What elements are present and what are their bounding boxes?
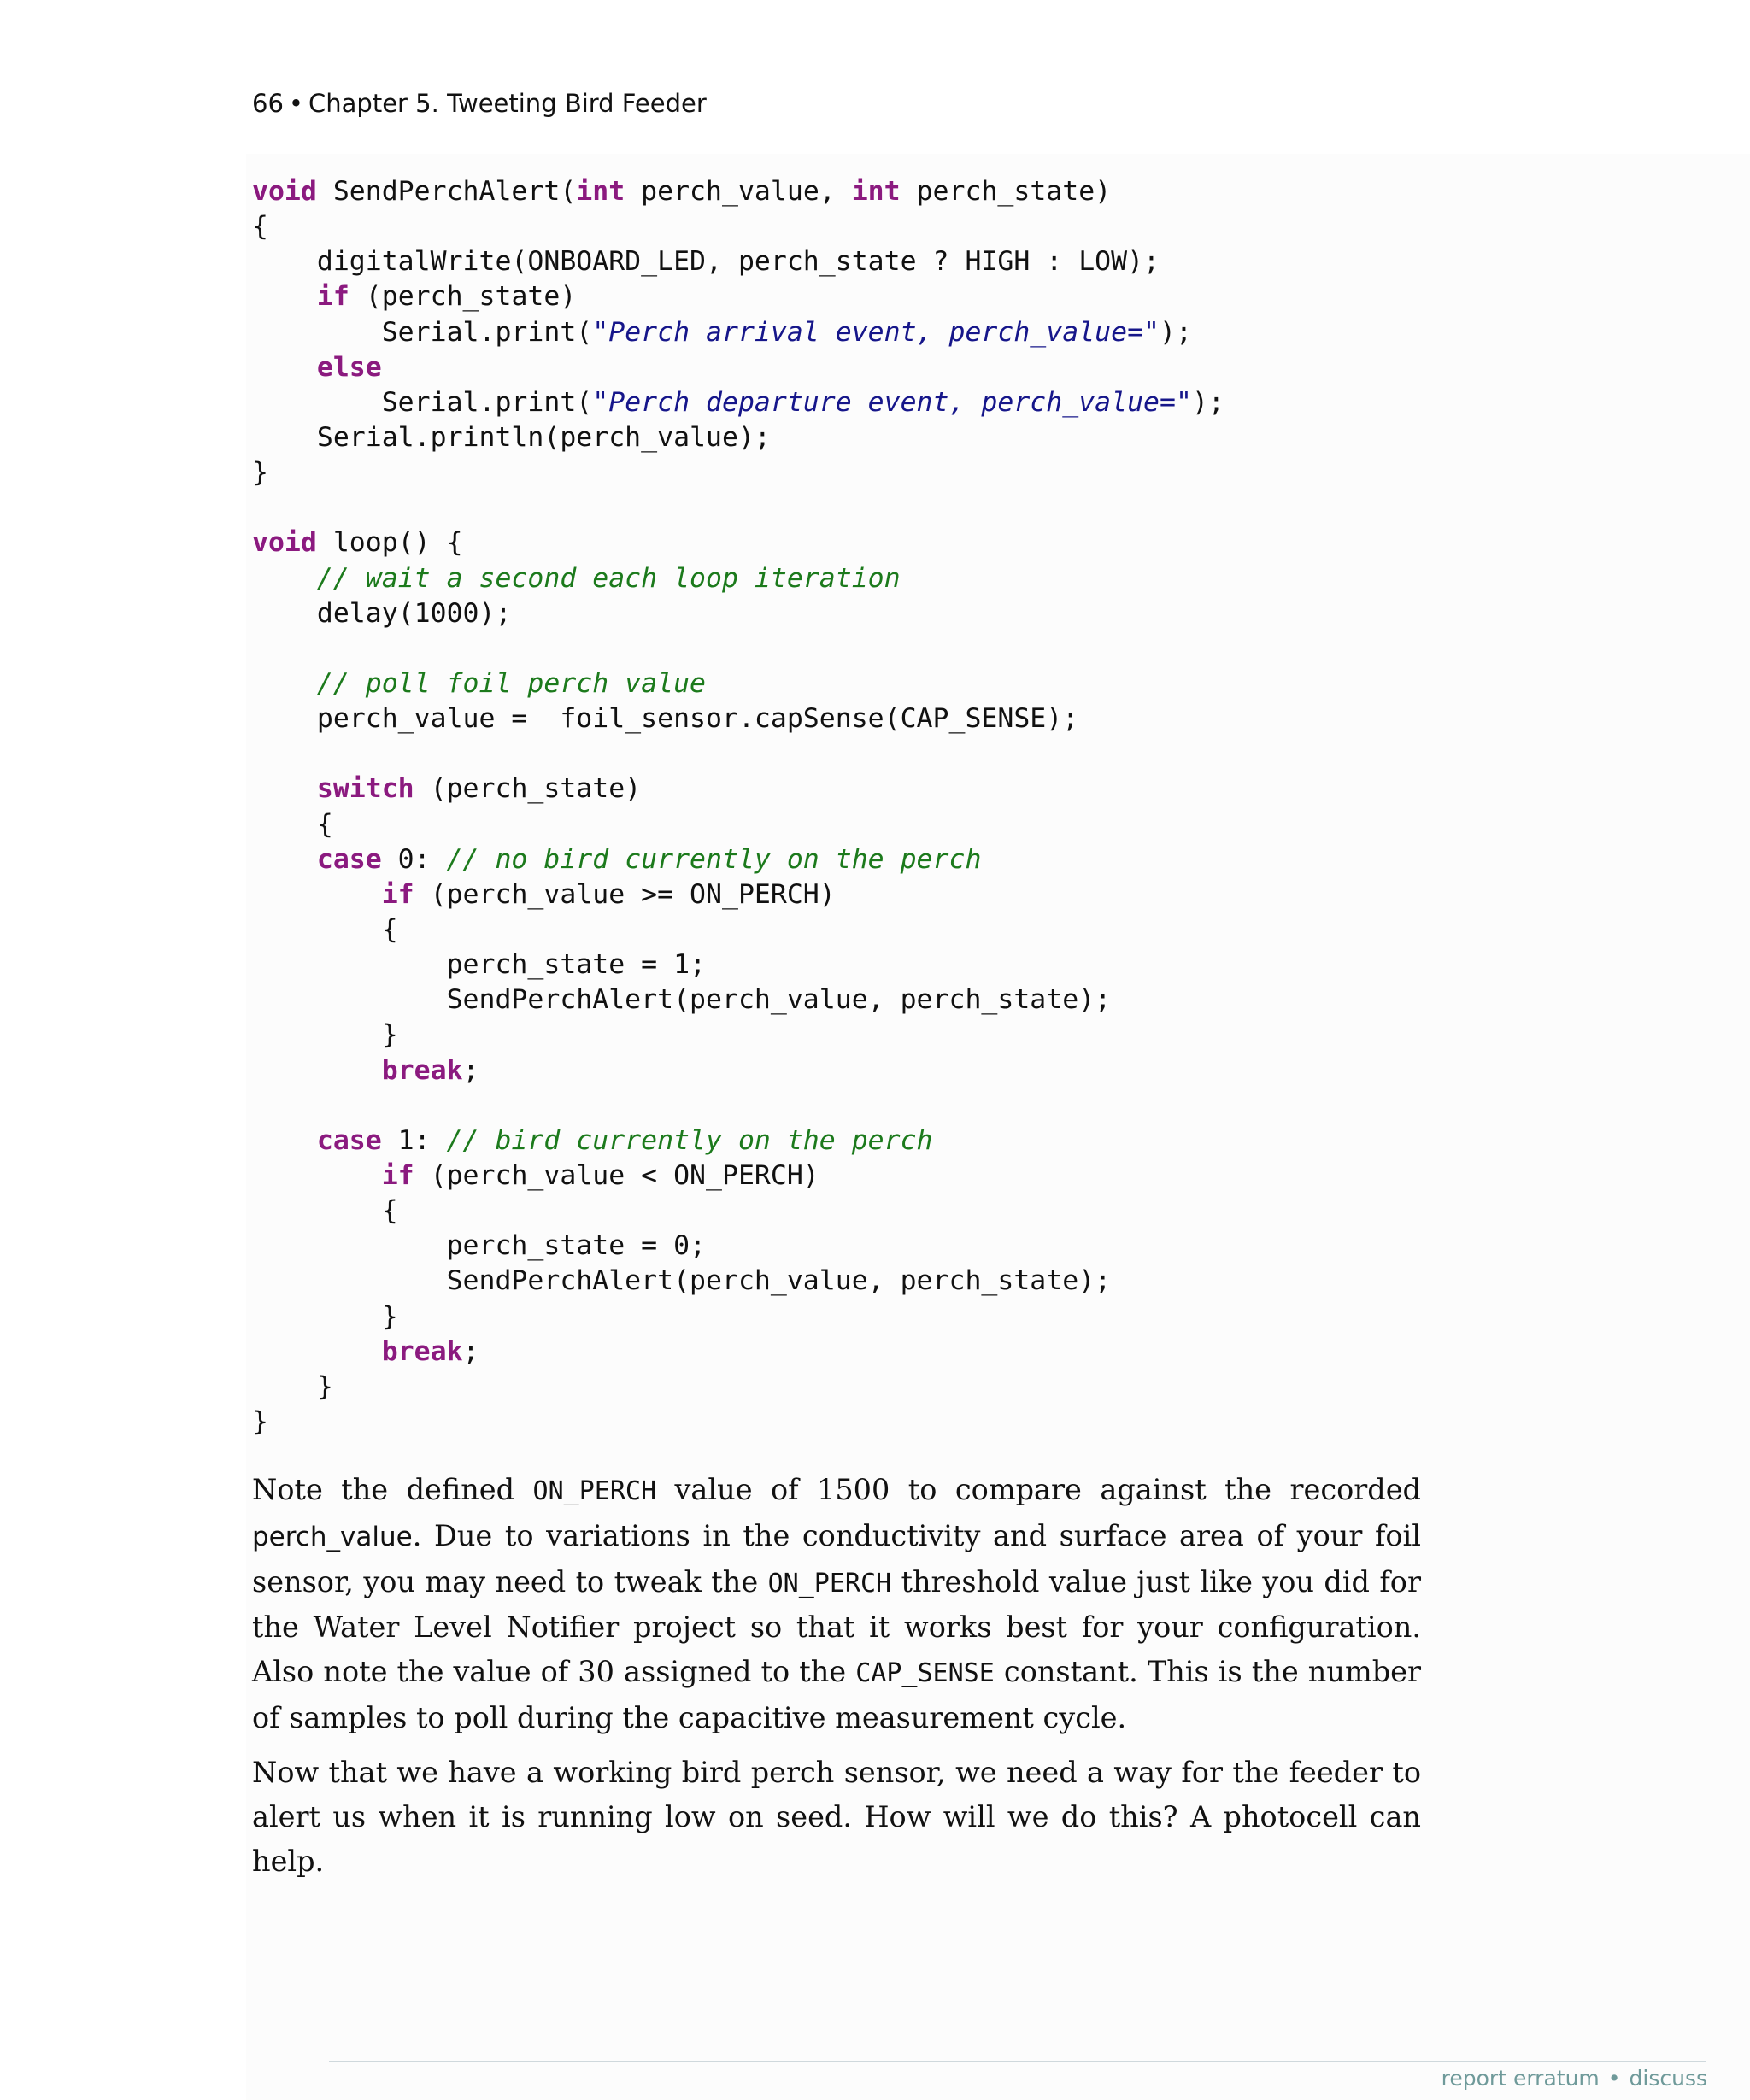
- code-line: [252, 736, 1224, 771]
- code-line: [252, 807, 1224, 842]
- code-keyword: case: [316, 1124, 382, 1156]
- code-keyword: int: [851, 176, 901, 207]
- code-text: [252, 773, 317, 804]
- code-text: [252, 879, 382, 910]
- paragraph-text: constant. This is the number of samples to poll during the capacitive measurement cycle.: [252, 1655, 1421, 1734]
- code-line: [252, 420, 1224, 455]
- code-text: digitalWrite(ONBOARD_LED, perch_state ? HIGH : LOW);: [252, 246, 1160, 278]
- code-text: [252, 668, 317, 699]
- paragraph-text: threshold value just like you did for the Water Level Notifier project so that it works best for your configuration. Also note the value of 30 assigned to the: [252, 1564, 1421, 1689]
- code-line: [252, 701, 1224, 736]
- code-keyword: if: [381, 1159, 414, 1191]
- code-line: [252, 490, 1224, 525]
- inline-code: CAP_SENSE: [855, 1658, 995, 1689]
- code-keyword: if: [316, 281, 349, 313]
- code-text: perch_value,: [625, 176, 852, 207]
- running-header: [252, 89, 707, 118]
- code-text: [252, 352, 317, 383]
- code-text: ;: [462, 1054, 479, 1086]
- code-text: loop() {: [316, 527, 463, 559]
- code-text: [252, 1125, 317, 1156]
- code-line: [252, 1088, 1224, 1123]
- code-keyword: int: [576, 176, 625, 207]
- code-text: }: [252, 1370, 333, 1402]
- code-text: (perch_value >= ON_PERCH): [414, 878, 836, 910]
- code-text: (perch_state): [414, 773, 642, 805]
- code-line: [252, 1194, 1224, 1229]
- code-text: {: [252, 913, 398, 945]
- code-text: {: [252, 1195, 398, 1227]
- code-text: 0:: [381, 843, 447, 875]
- inline-code: ON_PERCH: [532, 1476, 657, 1506]
- page-number: 66: [252, 89, 284, 118]
- header-bullet: •: [288, 89, 304, 118]
- code-line: [252, 1229, 1224, 1264]
- code-text: (perch_value < ON_PERCH): [414, 1159, 819, 1191]
- code-text: [252, 844, 317, 875]
- report-erratum-link[interactable]: report erratum: [1441, 2066, 1600, 2091]
- code-comment: // no bird currently on the perch: [446, 843, 982, 875]
- code-text: {: [252, 808, 333, 840]
- footer-rule: [329, 2061, 1706, 2062]
- code-keyword: void: [252, 176, 317, 207]
- chapter-title: Chapter 5. Tweeting Bird Feeder: [308, 89, 707, 118]
- code-keyword: switch: [316, 773, 414, 805]
- code-keyword: void: [252, 527, 317, 559]
- code-line: [252, 771, 1224, 807]
- code-line: [252, 1264, 1224, 1299]
- code-keyword: break: [381, 1054, 463, 1086]
- code-line: [252, 1370, 1224, 1405]
- code-keyword: if: [381, 878, 414, 910]
- code-line: [252, 315, 1224, 350]
- code-line: [252, 912, 1224, 947]
- code-line: [252, 455, 1224, 490]
- code-string: "Perch arrival event, perch_value=": [592, 316, 1160, 348]
- code-text: Serial.print(: [252, 386, 593, 418]
- code-keyword: else: [316, 351, 382, 383]
- code-text: {: [252, 211, 268, 243]
- code-comment: // poll foil perch value: [316, 667, 707, 699]
- code-text: [252, 1055, 382, 1086]
- paragraph-text: value of 1500 to compare against the recorded: [656, 1473, 1421, 1506]
- footer-separator: •: [1607, 2066, 1621, 2091]
- code-comment: // wait a second each loop iteration: [316, 562, 901, 594]
- code-text: SendPerchAlert(: [316, 176, 577, 207]
- code-text: SendPerchAlert(perch_value, perch_state);: [252, 1265, 1112, 1297]
- code-line: [252, 244, 1224, 279]
- code-line: [252, 525, 1224, 560]
- code-keyword: case: [316, 843, 382, 875]
- footer: [1442, 2066, 1707, 2091]
- code-text: [252, 1160, 382, 1191]
- code-text: [252, 281, 317, 312]
- code-text: perch_state): [900, 176, 1112, 207]
- code-line: [252, 174, 1224, 209]
- code-line: [252, 1018, 1224, 1053]
- code-text: perch_state = 0;: [252, 1230, 707, 1262]
- code-line: [252, 666, 1224, 701]
- code-line: [252, 1053, 1224, 1088]
- code-line: [252, 1405, 1224, 1440]
- code-line: [252, 1299, 1224, 1334]
- code-line: [252, 947, 1224, 983]
- code-text: Serial.println(perch_value);: [252, 421, 771, 453]
- code-string: "Perch departure event, perch_value=": [592, 386, 1192, 418]
- code-text: [252, 1336, 382, 1367]
- code-listing: [252, 174, 1224, 1440]
- paragraph-text: Note the defined: [252, 1473, 533, 1506]
- paragraph-on-perch-note: [252, 1468, 1421, 1740]
- code-text: delay(1000);: [252, 597, 512, 629]
- code-text: );: [1191, 386, 1224, 418]
- code-line: [252, 631, 1224, 666]
- discuss-link[interactable]: discuss: [1629, 2066, 1707, 2091]
- code-text: }: [252, 1405, 268, 1437]
- code-text: perch_value = foil_sensor.capSense(CAP_SENSE);: [252, 703, 1079, 735]
- code-text: [252, 563, 317, 594]
- code-line: [252, 209, 1224, 244]
- paragraph-text: . Due to variations in the conductivity and surface area of your foil sensor, you may need to tweak the: [252, 1518, 1421, 1598]
- code-text: 1:: [381, 1124, 447, 1156]
- code-line: [252, 1123, 1224, 1159]
- code-text: Serial.print(: [252, 316, 593, 348]
- code-line: [252, 983, 1224, 1018]
- code-text: perch_state = 1;: [252, 949, 707, 981]
- inline-code: perch_value: [252, 1521, 413, 1552]
- code-line: [252, 1334, 1224, 1370]
- code-line: [252, 561, 1224, 596]
- code-comment: // bird currently on the perch: [446, 1124, 933, 1156]
- code-line: [252, 842, 1224, 877]
- code-text: ;: [462, 1335, 479, 1367]
- code-text: SendPerchAlert(perch_value, perch_state);: [252, 984, 1112, 1016]
- inline-code: ON_PERCH: [767, 1568, 892, 1598]
- code-text: );: [1160, 316, 1192, 348]
- code-line: [252, 596, 1224, 631]
- code-text: }: [252, 1019, 398, 1051]
- paragraph-photocell: Now that we have a working bird perch sensor, we need a way for the feeder to alert us when it is running low on seed. How will we do this? A photocell can help.: [252, 1756, 1421, 1878]
- code-line: [252, 1159, 1224, 1194]
- code-text: (perch_state): [349, 281, 577, 313]
- code-line: [252, 385, 1224, 420]
- code-text: }: [252, 1300, 398, 1332]
- code-line: [252, 350, 1224, 385]
- code-line: [252, 279, 1224, 314]
- code-keyword: break: [381, 1335, 463, 1367]
- code-text: }: [252, 457, 268, 489]
- code-line: [252, 877, 1224, 912]
